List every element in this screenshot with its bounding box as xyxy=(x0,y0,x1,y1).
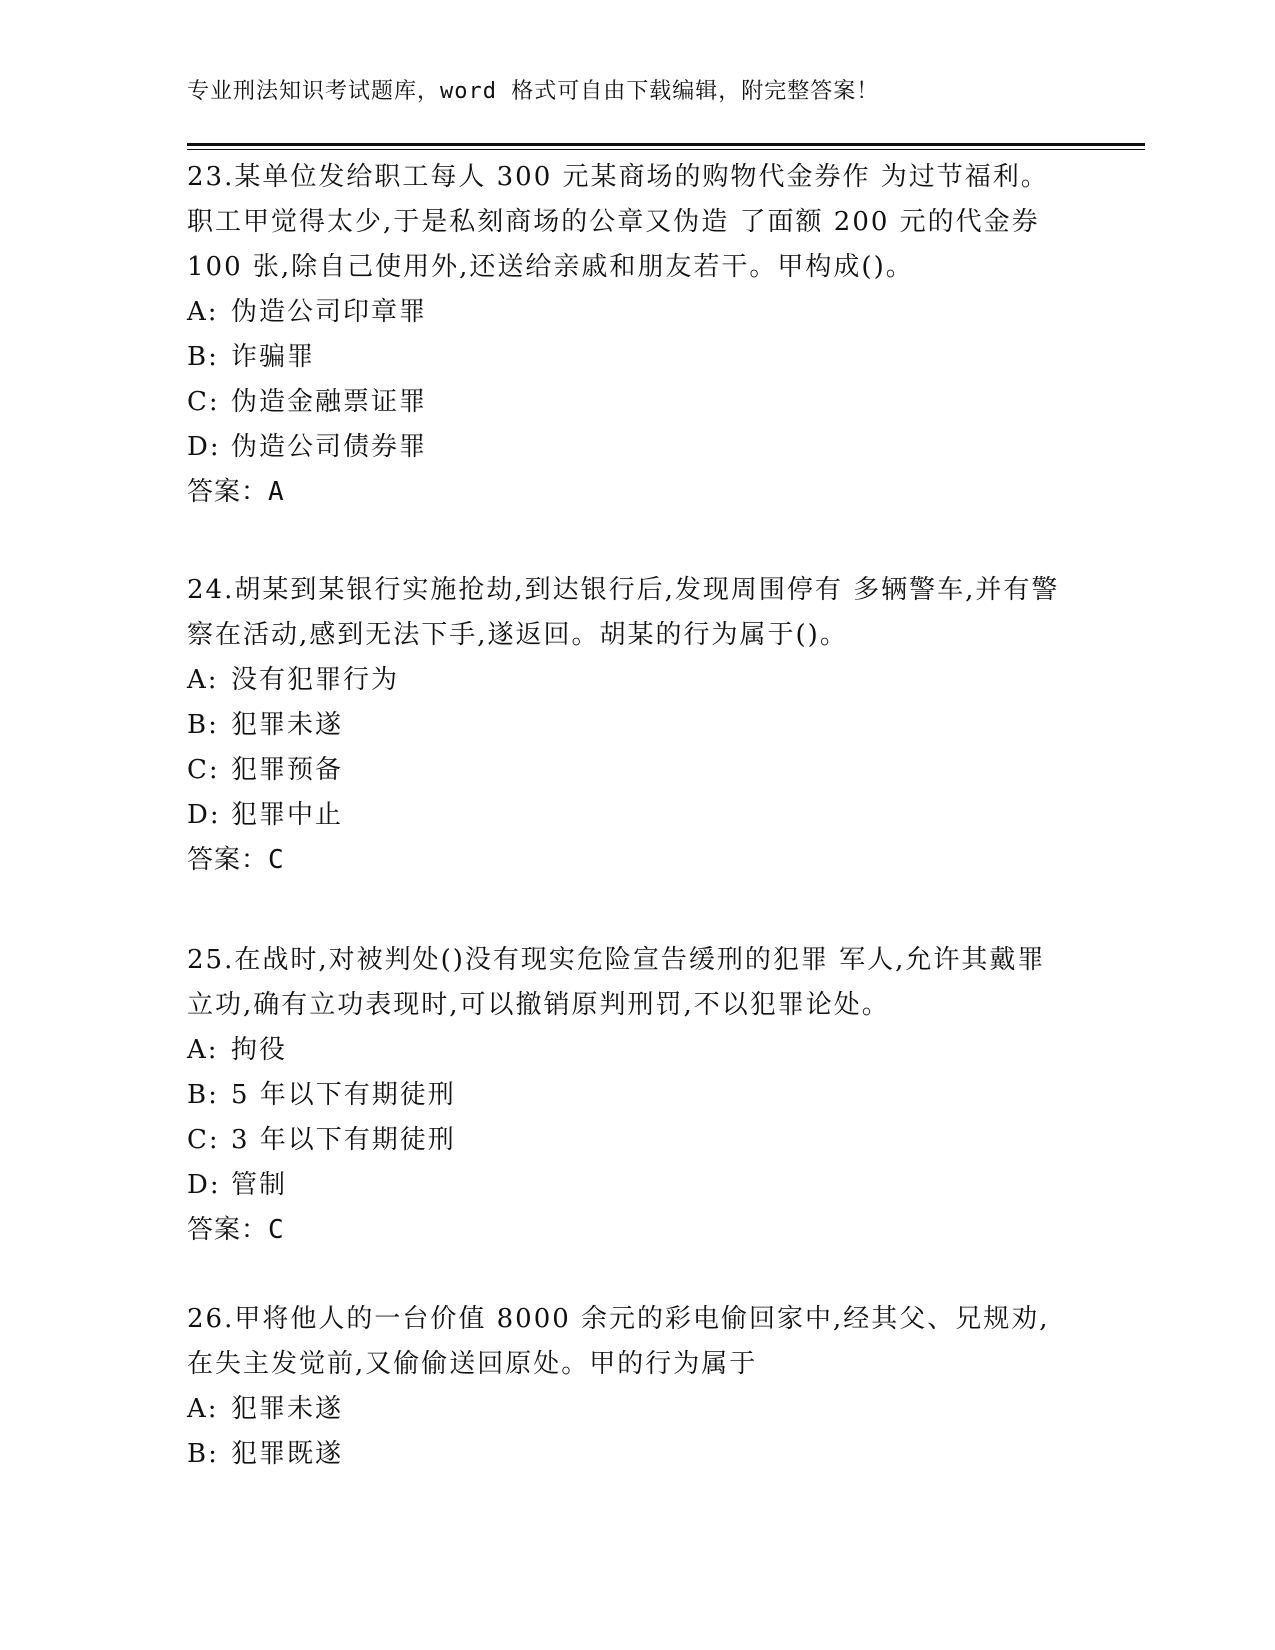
header-divider-thin xyxy=(187,149,1145,150)
option-text: 诈骗罪 xyxy=(231,342,316,372)
option-text: 伪造金融票证罪 xyxy=(231,387,428,417)
question-24 xyxy=(187,568,1067,883)
option-text: 伪造公司印章罪 xyxy=(231,297,428,327)
option-a xyxy=(187,1387,1067,1432)
option-key: B: xyxy=(187,710,219,740)
option-key: C: xyxy=(187,1125,220,1155)
answer-label: 答案： xyxy=(187,845,269,875)
option-text: 没有犯罪行为 xyxy=(231,665,400,695)
option-text: 犯罪既遂 xyxy=(231,1439,344,1469)
page-header: 专业刑法知识考试题库，word 格式可自由下载编辑，附完整答案！ xyxy=(187,79,880,104)
option-key: A: xyxy=(187,297,219,327)
option-key: B: xyxy=(187,1080,219,1110)
option-d xyxy=(187,1163,1067,1208)
option-key: D: xyxy=(187,432,221,462)
option-text: 伪造公司债券罪 xyxy=(231,432,428,462)
option-a xyxy=(187,290,1067,335)
option-text: 犯罪预备 xyxy=(231,755,344,785)
option-key: C: xyxy=(187,387,220,417)
option-key: A: xyxy=(187,665,219,695)
option-key: B: xyxy=(187,1439,219,1469)
answer-line xyxy=(187,1208,1067,1253)
option-a xyxy=(187,1028,1067,1073)
question-stem: 24.胡某到某银行实施抢劫,到达银行后,发现周围停有 多辆警车,并有警察在活动,感到无法下手,遂返回。胡某的行为属于()。 xyxy=(187,575,1060,650)
option-key: C: xyxy=(187,755,220,785)
option-text: 拘役 xyxy=(231,1035,288,1065)
option-d xyxy=(187,793,1067,838)
option-text: 管制 xyxy=(231,1170,288,1200)
option-b xyxy=(187,1073,1067,1118)
answer-label: 答案： xyxy=(187,1215,269,1245)
option-c xyxy=(187,1118,1067,1163)
option-d xyxy=(187,425,1067,470)
option-c xyxy=(187,380,1067,425)
option-key: B: xyxy=(187,342,219,372)
question-stem: 26.甲将他人的一台价值 8000 余元的彩电偷回家中,经其父、兄规劝,在失主发觉前,又偷偷送回原处。甲的行为属于 xyxy=(187,1304,1050,1379)
answer-value: A xyxy=(268,477,284,507)
option-b xyxy=(187,703,1067,748)
option-text: 犯罪未遂 xyxy=(231,710,344,740)
option-key: A: xyxy=(187,1035,219,1065)
answer-value: C xyxy=(268,1215,284,1245)
question-26 xyxy=(187,1297,1067,1477)
option-b xyxy=(187,1432,1067,1477)
answer-line xyxy=(187,470,1067,515)
option-b xyxy=(187,335,1067,380)
question-23 xyxy=(187,155,1067,515)
question-stem: 25.在战时,对被判处()没有现实危险宣告缓刑的犯罪 军人,允许其戴罪立功,确有立功表现时,可以撤销原判刑罚,不以犯罪论处。 xyxy=(187,945,1046,1020)
answer-line xyxy=(187,838,1067,883)
question-25 xyxy=(187,938,1067,1253)
option-text: 3 年以下有期徒刑 xyxy=(231,1125,456,1155)
answer-value: C xyxy=(268,845,284,875)
option-key: D: xyxy=(187,1170,221,1200)
option-key: A: xyxy=(187,1394,219,1424)
option-text: 犯罪中止 xyxy=(231,800,344,830)
question-stem: 23.某单位发给职工每人 300 元某商场的购物代金券作 为过节福利。职工甲觉得太少,于是私刻商场的公章又伪造 了面额 200 元的代金券 100 张,除自己使用外,还送给亲戚和朋友若干。甲构成()。 xyxy=(187,162,1049,282)
option-a xyxy=(187,658,1067,703)
option-text: 5 年以下有期徒刑 xyxy=(231,1080,456,1110)
header-divider-thick xyxy=(187,143,1145,146)
option-text: 犯罪未遂 xyxy=(231,1394,344,1424)
option-key: D: xyxy=(187,800,221,830)
option-c xyxy=(187,748,1067,793)
answer-label: 答案： xyxy=(187,477,269,507)
